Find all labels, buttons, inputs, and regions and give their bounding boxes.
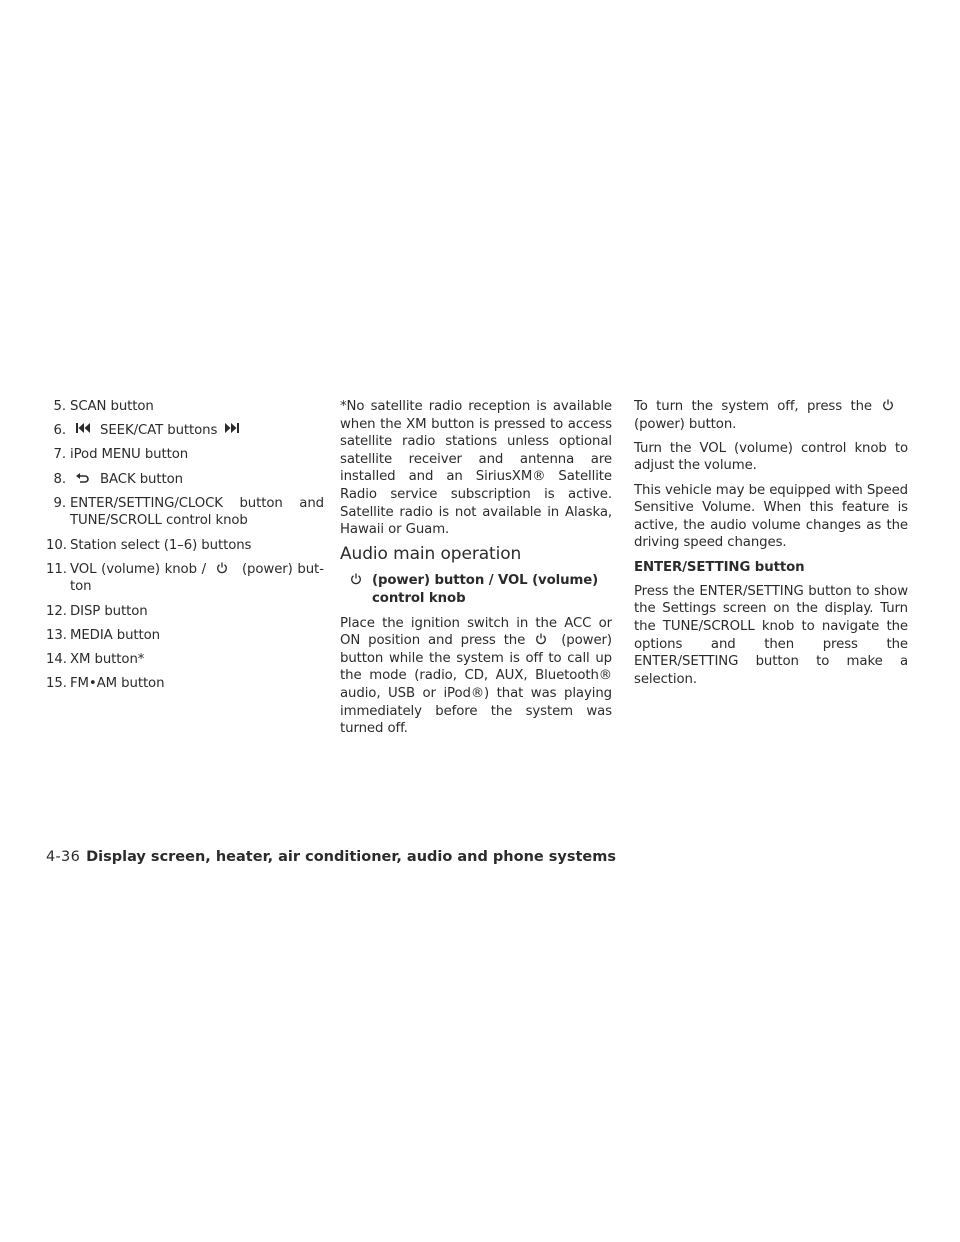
satellite-note: *No satellite radio reception is available when the XM button is pressed to access satellite radio stations unless optional satellite receiver and antenna are installed and an SiriusXM® Satellite Radio service subscription is active. Satellite radio is not available in Alaska, Hawaii or Guam. <box>340 399 612 538</box>
control-list <box>46 398 324 699</box>
list-text: FM•AM button <box>70 676 165 692</box>
subheading <box>340 572 612 607</box>
list-text: iPod MENU button <box>70 447 189 463</box>
list-number: 14. <box>46 651 67 667</box>
paragraph-text: Place the ignition switch in the ACC or ON position and press the <box>340 615 612 649</box>
list-text: SCAN button <box>70 399 154 414</box>
section-subheading: ENTER/SETTING button <box>634 559 805 575</box>
list-number: 6. <box>53 423 66 439</box>
paragraph-text: (power) button while the system is off to call up the mode (radio, CD, AUX, Bluetooth® audio, USB or iPod®) that was playing immediately before the system was turned off. <box>340 633 612 737</box>
list-number: 15. <box>46 676 67 692</box>
paragraph-text: To turn the system off, press the <box>634 399 872 414</box>
paragraph <box>340 615 612 738</box>
list-item <box>46 603 324 621</box>
list-text: DISP button <box>70 603 148 619</box>
power-icon <box>525 633 561 645</box>
list-number: 9. <box>53 495 66 511</box>
list-item <box>46 561 324 596</box>
list-text: BACK button <box>100 471 183 487</box>
list-item <box>46 537 324 555</box>
list-item <box>46 675 324 693</box>
power-icon <box>350 573 362 591</box>
list-number: 12. <box>46 603 67 619</box>
paragraph <box>634 398 908 433</box>
list-text: XM button* <box>70 651 145 667</box>
list-number: 8. <box>53 471 66 487</box>
list-text: MEDIA button <box>70 627 161 643</box>
seek-back-icon <box>70 423 100 435</box>
seek-forward-icon <box>217 423 247 435</box>
section-heading: Audio main operation <box>340 543 522 564</box>
subheading-text: (power) button / VOL (volume) control knob <box>372 573 599 606</box>
page-footer <box>46 849 616 865</box>
back-arrow-icon <box>70 472 100 484</box>
page-number: 4-36 <box>46 849 81 865</box>
list-number: 13. <box>46 627 67 643</box>
list-item <box>46 398 324 416</box>
power-icon <box>872 399 908 411</box>
list-item <box>46 422 324 440</box>
paragraph-text: (power) button. <box>634 416 737 432</box>
paragraph: Turn the VOL (volume) control knob to adjust the volume. <box>634 440 908 474</box>
list-item <box>46 651 324 669</box>
list-item <box>46 627 324 645</box>
list-number: 5. <box>53 399 66 414</box>
power-icon <box>206 562 242 574</box>
list-text: VOL (volume) knob / <box>70 561 206 577</box>
list-text: ENTER/SETTING/CLOCK button and TUNE/SCROLL control knob <box>70 495 324 529</box>
paragraph: Press the ENTER/SETTING button to show the Settings screen on the display. Turn the TUNE/SCROLL knob to navigate the options and then press the ENTER/SETTING button to make a selection. <box>634 583 908 687</box>
list-text: SEEK/CAT buttons <box>100 423 218 439</box>
list-item <box>46 471 324 489</box>
list-text: Station select (1–6) buttons <box>70 537 252 553</box>
settings-column <box>634 398 908 695</box>
list-number: 7. <box>53 447 66 463</box>
list-number: 11. <box>46 561 67 577</box>
list-item <box>46 495 324 530</box>
list-number: 10. <box>46 537 67 553</box>
list-text: (power) button <box>70 561 324 595</box>
chapter-title: Display screen, heater, air conditioner, audio and phone systems <box>86 849 617 865</box>
paragraph: This vehicle may be equipped with Speed Sensitive Volume. When this feature is active, the audio volume changes as the driving speed changes. <box>634 482 908 551</box>
list-item <box>46 446 324 464</box>
audio-operation-column <box>340 398 612 744</box>
